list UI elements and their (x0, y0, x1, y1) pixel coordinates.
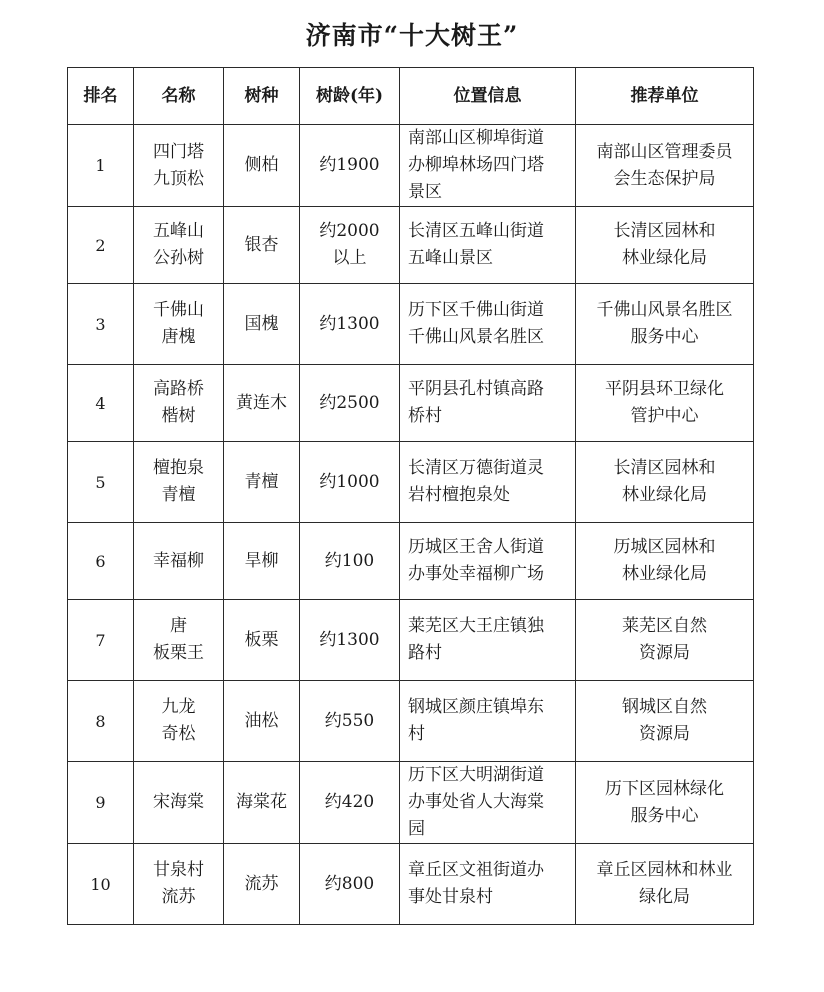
unit-cell: 钢城区自然 资源局 (576, 681, 754, 762)
unit-cell: 章丘区园林和林业 绿化局 (576, 844, 754, 925)
rank-cell: 7 (68, 600, 134, 681)
unit-cell: 长清区园林和 林业绿化局 (576, 442, 754, 523)
age-cell: 约550 (300, 681, 400, 762)
location-cell: 历城区王舍人街道 办事处幸福柳广场 (400, 523, 576, 600)
species-cell: 国槐 (224, 284, 300, 365)
rank-cell: 1 (68, 125, 134, 207)
unit-cell: 历城区园林和 林业绿化局 (576, 523, 754, 600)
header-name: 名称 (134, 68, 224, 125)
header-unit: 推荐单位 (576, 68, 754, 125)
age-cell: 约420 (300, 762, 400, 844)
table-row (68, 523, 754, 600)
species-cell: 流苏 (224, 844, 300, 925)
location-cell: 平阴县孔村镇高路 桥村 (400, 365, 576, 442)
rank-cell: 8 (68, 681, 134, 762)
location-cell: 莱芜区大王庄镇独 路村 (400, 600, 576, 681)
rank-cell: 3 (68, 284, 134, 365)
species-cell: 油松 (224, 681, 300, 762)
location-cell: 长清区五峰山街道 五峰山景区 (400, 207, 576, 284)
location-cell: 南部山区柳埠街道 办柳埠林场四门塔 景区 (400, 125, 576, 207)
name-cell: 千佛山 唐槐 (134, 284, 224, 365)
header-species: 树种 (224, 68, 300, 125)
rank-cell: 2 (68, 207, 134, 284)
table-row (68, 844, 754, 925)
unit-cell: 南部山区管理委员 会生态保护局 (576, 125, 754, 207)
unit-cell: 莱芜区自然 资源局 (576, 600, 754, 681)
table-row (68, 600, 754, 681)
rank-cell: 9 (68, 762, 134, 844)
age-cell: 约800 (300, 844, 400, 925)
document-title: 济南市“十大树王” (305, 21, 519, 50)
unit-cell: 千佛山风景名胜区 服务中心 (576, 284, 754, 365)
age-cell: 约1900 (300, 125, 400, 207)
species-cell: 板栗 (224, 600, 300, 681)
location-cell: 钢城区颜庄镇埠东 村 (400, 681, 576, 762)
table-row (68, 762, 754, 844)
location-cell: 历下区千佛山街道 千佛山风景名胜区 (400, 284, 576, 365)
unit-cell: 平阴县环卫绿化 管护中心 (576, 365, 754, 442)
table-row (68, 442, 754, 523)
age-cell: 约100 (300, 523, 400, 600)
age-cell: 约1300 (300, 284, 400, 365)
location-cell: 历下区大明湖街道 办事处省人大海棠 园 (400, 762, 576, 844)
table-row (68, 125, 754, 207)
rank-cell: 6 (68, 523, 134, 600)
species-cell: 侧柏 (224, 125, 300, 207)
age-cell: 约2500 (300, 365, 400, 442)
name-cell: 四门塔 九顶松 (134, 125, 224, 207)
header-location: 位置信息 (400, 68, 576, 125)
rank-cell: 5 (68, 442, 134, 523)
species-cell: 青檀 (224, 442, 300, 523)
unit-cell: 长清区园林和 林业绿化局 (576, 207, 754, 284)
name-cell: 九龙 奇松 (134, 681, 224, 762)
name-cell: 五峰山 公孙树 (134, 207, 224, 284)
name-cell: 檀抱泉 青檀 (134, 442, 224, 523)
species-cell: 海棠花 (224, 762, 300, 844)
table-row (68, 207, 754, 284)
location-cell: 长清区万德街道灵 岩村檀抱泉处 (400, 442, 576, 523)
age-cell: 约1300 (300, 600, 400, 681)
name-cell: 唐 板栗王 (134, 600, 224, 681)
name-cell: 高路桥 楷树 (134, 365, 224, 442)
unit-cell: 历下区园林绿化 服务中心 (576, 762, 754, 844)
rank-cell: 10 (68, 844, 134, 925)
age-cell: 约1000 (300, 442, 400, 523)
name-cell: 宋海棠 (134, 762, 224, 844)
name-cell: 幸福柳 (134, 523, 224, 600)
location-cell: 章丘区文祖街道办 事处甘泉村 (400, 844, 576, 925)
species-cell: 旱柳 (224, 523, 300, 600)
age-cell: 约2000 以上 (300, 207, 400, 284)
tree-kings-table (67, 67, 754, 925)
table-row (68, 365, 754, 442)
table-row (68, 681, 754, 762)
species-cell: 银杏 (224, 207, 300, 284)
species-cell: 黄连木 (224, 365, 300, 442)
table-header-row (68, 68, 754, 125)
table-row (68, 284, 754, 365)
header-age: 树龄(年) (300, 68, 400, 125)
name-cell: 甘泉村 流苏 (134, 844, 224, 925)
header-rank: 排名 (68, 68, 134, 125)
rank-cell: 4 (68, 365, 134, 442)
